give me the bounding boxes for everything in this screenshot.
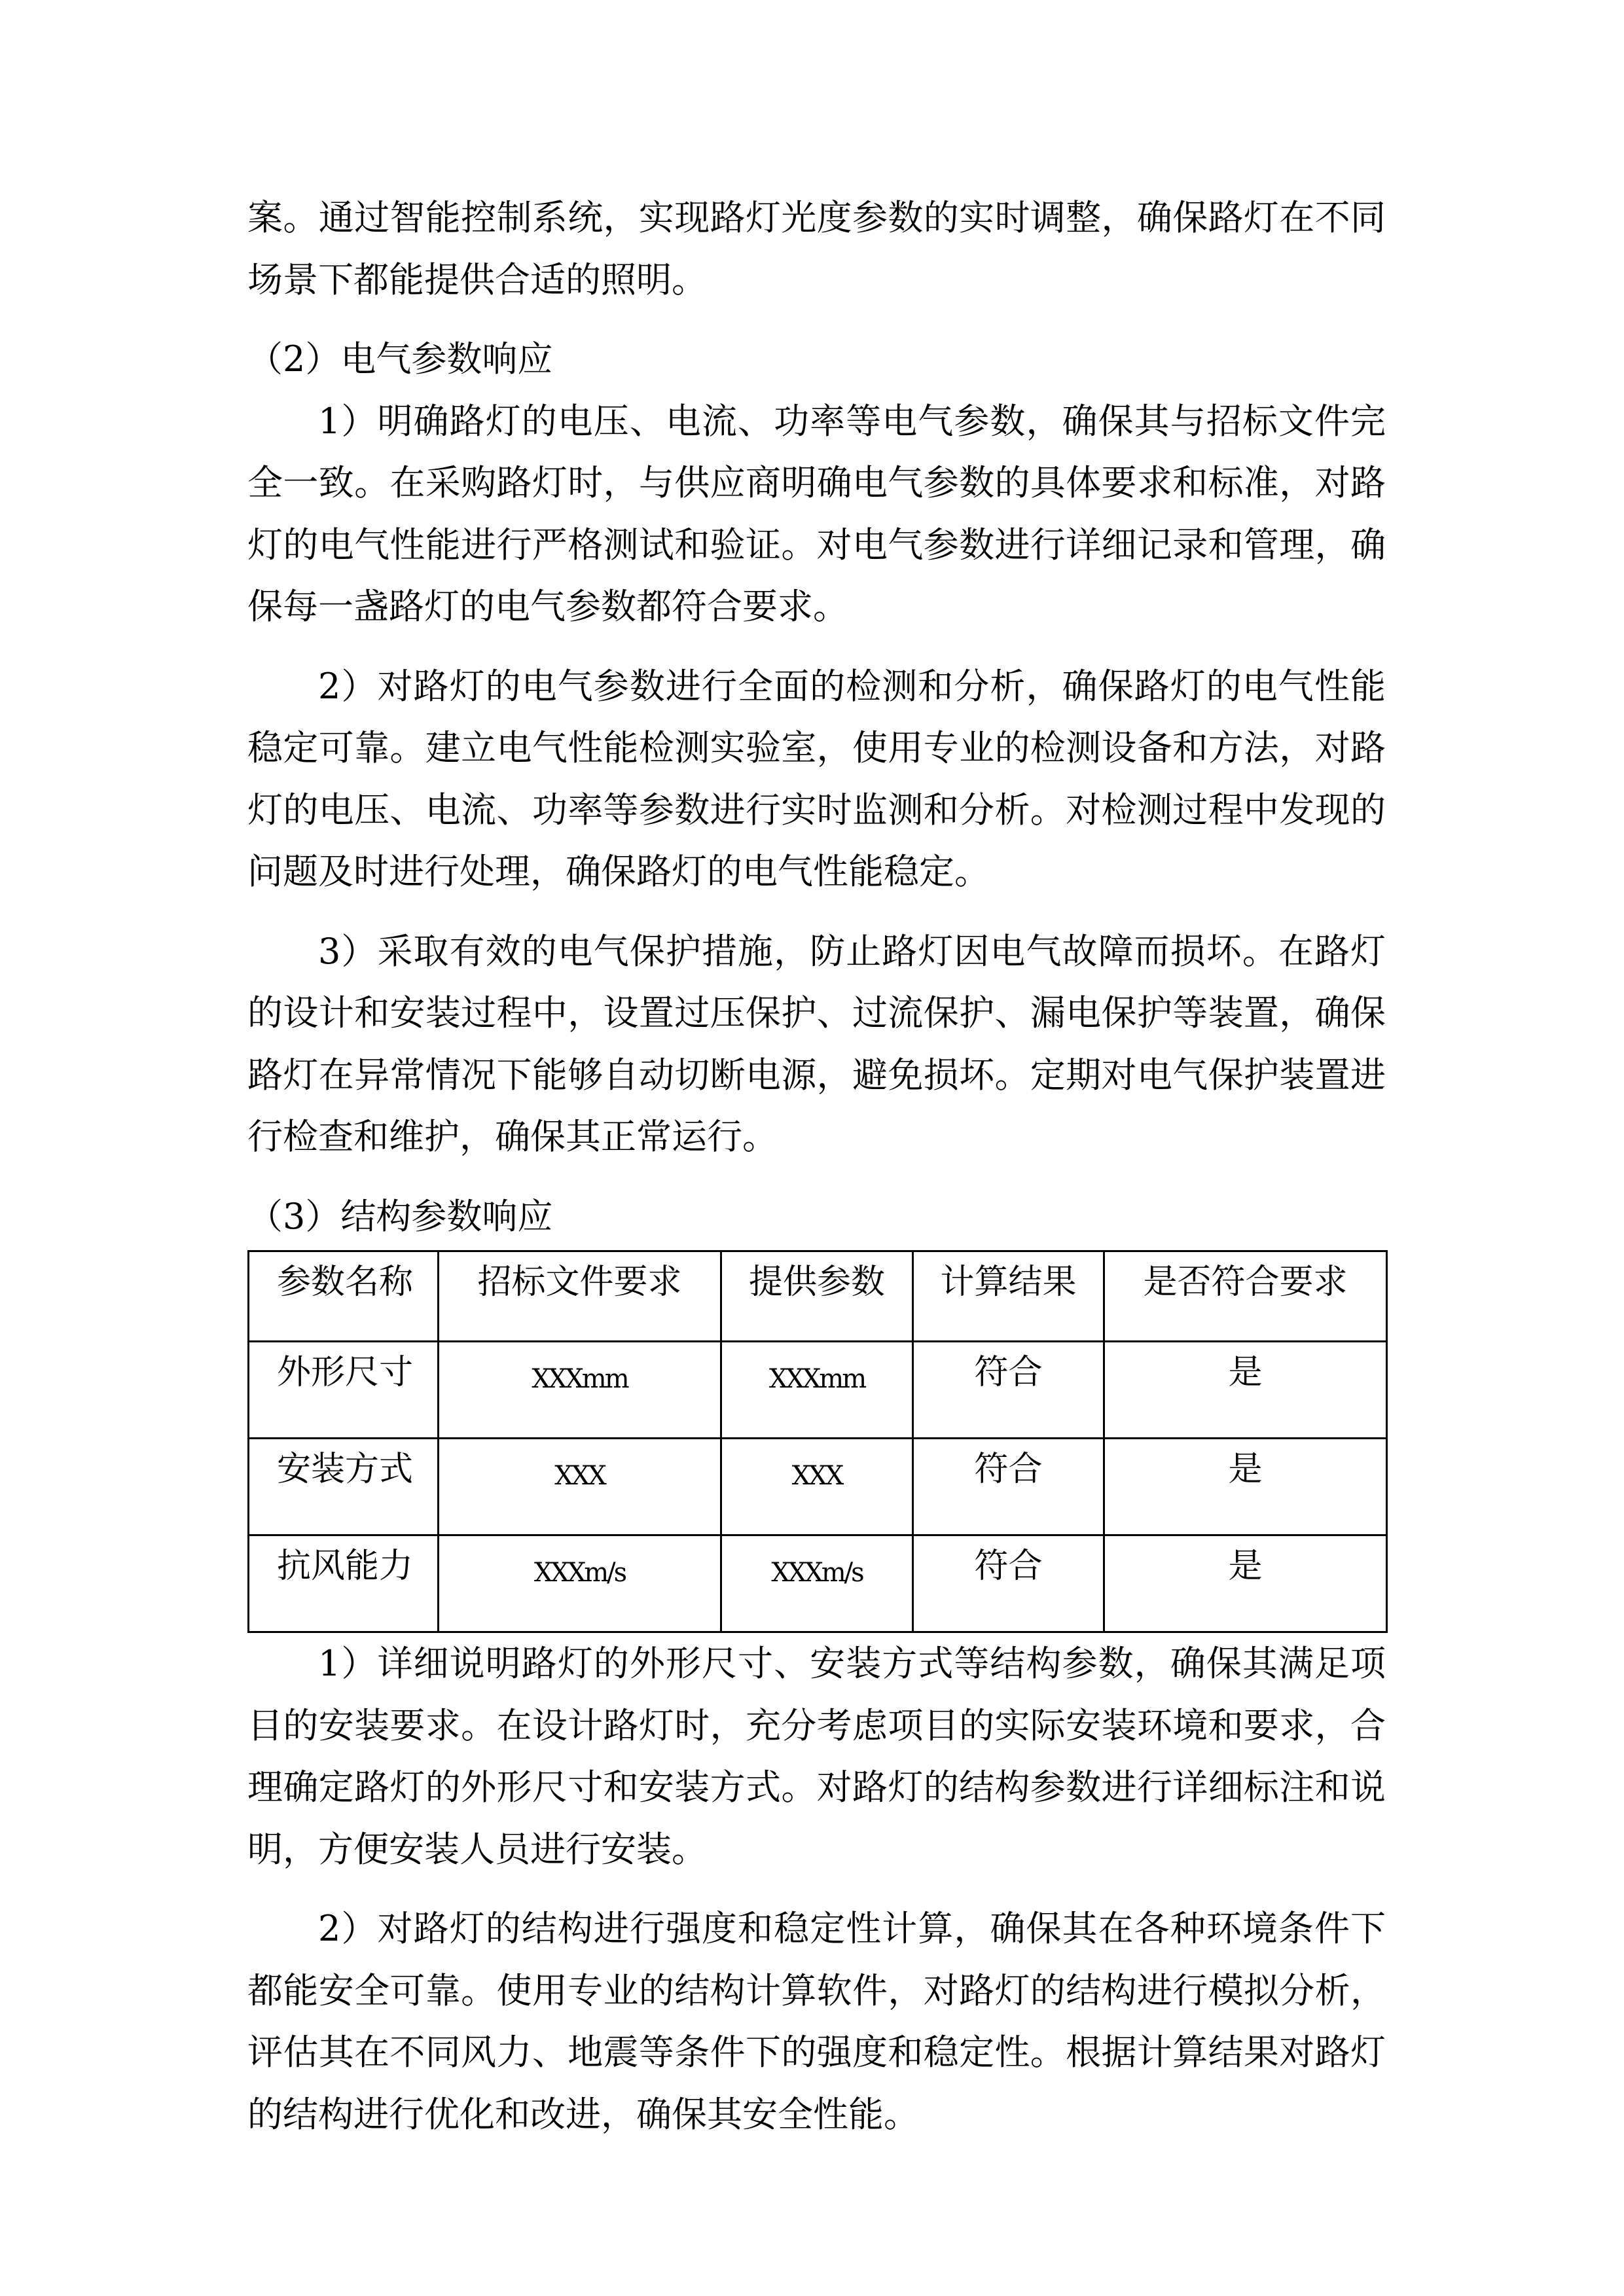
- table-cell: 符合: [913, 1342, 1104, 1439]
- document-page: [247, 187, 1386, 2145]
- section-heading-electrical: （2）电气参数响应: [247, 338, 553, 380]
- section-heading-structural: （3）结构参数响应: [247, 1195, 553, 1237]
- header-cell: 是否符合要求: [1104, 1251, 1387, 1342]
- paragraph: 1）明确路灯的电压、电流、功率等电气参数，确保其与招标文件完全一致。在采购路灯时，与供应商明确电气参数的具体要求和标准，对路灯的电气性能进行严格测试和验证。对电气参数进行详细记录和管理，确保每一盏路灯的电气参数都符合要求。: [247, 400, 1386, 627]
- paragraph: 3）采取有效的电气保护措施，防止路灯因电气故障而损坏。在路灯的设计和安装过程中，设置过压保护、过流保护、漏电保护等装置，确保路灯在异常情况下能够自动切断电源，避免损坏。定期对电气保护装置进行检查和维护，确保其正常运行。: [247, 930, 1386, 1157]
- table-cell: 是: [1104, 1535, 1387, 1632]
- table-cell: 外形尺寸: [249, 1342, 439, 1439]
- table-cell: 符合: [913, 1439, 1104, 1535]
- structural-parameters-table: [247, 1250, 1388, 1633]
- paragraph-continuation: 案。通过智能控制系统，实现路灯光度参数的实时调整，确保路灯在不同场景下都能提供合适的照明。: [247, 197, 1386, 300]
- table-cell: 是: [1104, 1439, 1387, 1535]
- table-cell: XXXm/s: [439, 1535, 721, 1632]
- table-cell: 抗风能力: [249, 1535, 439, 1632]
- header-cell: 参数名称: [249, 1251, 439, 1342]
- table-row: [249, 1439, 1387, 1535]
- table-row: [249, 1342, 1387, 1439]
- header-cell: 招标文件要求: [439, 1251, 721, 1342]
- table-cell: 是: [1104, 1342, 1387, 1439]
- table-cell: XXXmm: [439, 1342, 721, 1439]
- table-cell: XXX: [439, 1439, 721, 1535]
- paragraph: 2）对路灯的结构进行强度和稳定性计算，确保其在各种环境条件下都能安全可靠。使用专业的结构计算软件，对路灯的结构进行模拟分析，评估其在不同风力、地震等条件下的强度和稳定性。根据计算结果对路灯的结构进行优化和改进，确保其安全性能。: [247, 1908, 1386, 2135]
- table-cell: XXX: [721, 1439, 913, 1535]
- paragraph: 1）详细说明路灯的外形尺寸、安装方式等结构参数，确保其满足项目的安装要求。在设计路灯时，充分考虑项目的实际安装环境和要求，合理确定路灯的外形尺寸和安装方式。对路灯的结构参数进行详细标注和说明，方便安装人员进行安装。: [247, 1643, 1386, 1870]
- header-cell: 计算结果: [913, 1251, 1104, 1342]
- table-header-row: [249, 1251, 1387, 1342]
- paragraph: 2）对路灯的电气参数进行全面的检测和分析，确保路灯的电气性能稳定可靠。建立电气性能检测实验室，使用专业的检测设备和方法，对路灯的电压、电流、功率等参数进行实时监测和分析。对检测过程中发现的问题及时进行处理，确保路灯的电气性能稳定。: [247, 665, 1386, 892]
- table-row: [249, 1535, 1387, 1632]
- table-cell: XXXmm: [721, 1342, 913, 1439]
- table-cell: XXXm/s: [721, 1535, 913, 1632]
- table-cell: 安装方式: [249, 1439, 439, 1535]
- table-cell: 符合: [913, 1535, 1104, 1632]
- header-cell: 提供参数: [721, 1251, 913, 1342]
